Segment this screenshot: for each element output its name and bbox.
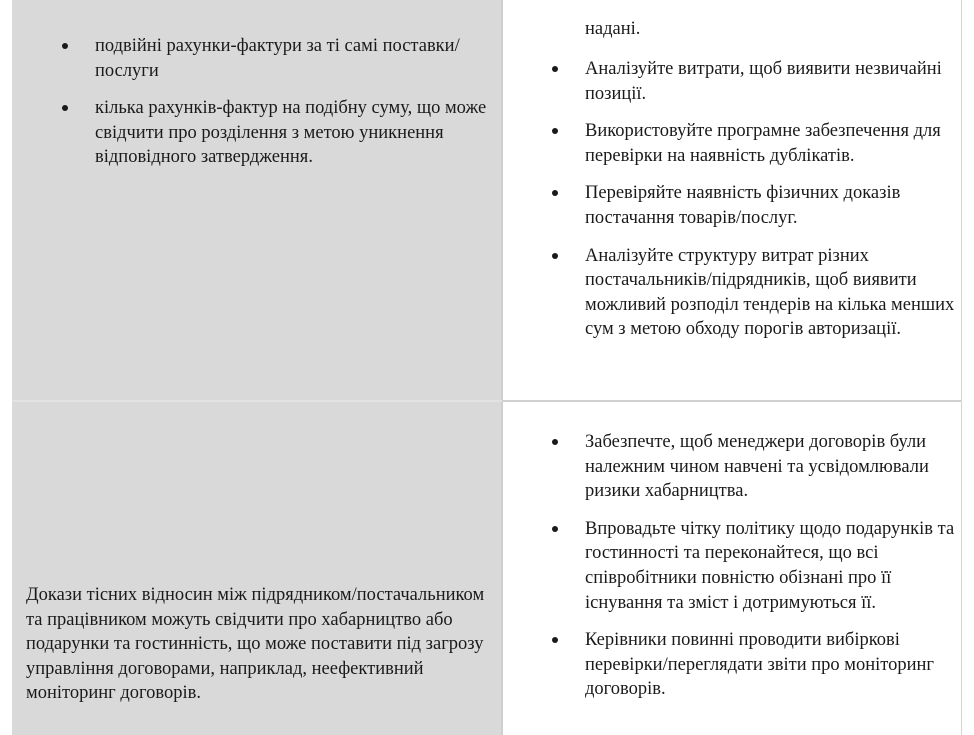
row2-right-list: [585, 430, 955, 702]
column-divider: [501, 0, 503, 735]
bullet-icon: [552, 253, 558, 259]
bullet-icon: [62, 43, 68, 49]
list-item: [585, 119, 955, 168]
row2-left-paragraph: Докази тісних відносин між підрядником/постачальником та працівником можуть свідчити про хабарництво або подарунки та гостинність, що може поставити під загрозу управління договорами, наприклад, неефективний моніторинг договорів.: [26, 585, 485, 704]
row1-right-list: [585, 57, 955, 342]
list-item-text: кілька рахунків-фактур на подібну суму, що може свідчити про розділення з метою уникнення відповідного затвердження.: [95, 98, 487, 168]
row1-left-list: [95, 34, 495, 170]
list-item: [585, 181, 955, 230]
table-right-border: [961, 0, 962, 735]
row-divider-right: [503, 400, 962, 402]
row1-right-continuation: надані.: [585, 19, 641, 39]
bullet-icon: [552, 439, 558, 445]
row-divider-left: [12, 400, 502, 402]
list-item-text: Забезпечте, щоб менеджери договорів були належним чином навчені та усвідомлювали ризики хабарництва.: [585, 432, 929, 502]
list-item-text: Аналізуйте структуру витрат різних постачальників/підрядників, щоб виявити можливий розподіл тендерів на кілька менших сум з метою обходу порогів авторизації.: [585, 245, 955, 340]
bullet-icon: [552, 66, 558, 72]
list-item-text: Використовуйте програмне забезпечення для перевірки на наявність дублікатів.: [585, 121, 941, 166]
list-item-text: Керівники повинні проводити вибіркові перевірки/переглядати звіти про моніторинг договорів.: [585, 630, 934, 700]
list-item: [585, 430, 955, 504]
list-item-text: подвійні рахунки-фактури за ті самі поставки/послуги: [95, 36, 460, 81]
list-item: [95, 34, 495, 83]
list-item: [95, 96, 495, 170]
list-item: [585, 517, 955, 615]
list-item: [585, 628, 955, 702]
list-item: [585, 57, 955, 106]
list-item: [585, 244, 955, 342]
bullet-icon: [552, 526, 558, 532]
list-item-text: Впровадьте чітку політику щодо подарунків та гостинності та переконайтеся, що всі співробітники повністю обізнані про її існування та зміст і дотримуються її.: [585, 518, 955, 613]
list-item-text: Перевіряйте наявність фізичних доказів постачання товарів/послуг.: [585, 183, 901, 228]
list-item-text: Аналізуйте витрати, щоб виявити незвичайні позиції.: [585, 59, 942, 104]
